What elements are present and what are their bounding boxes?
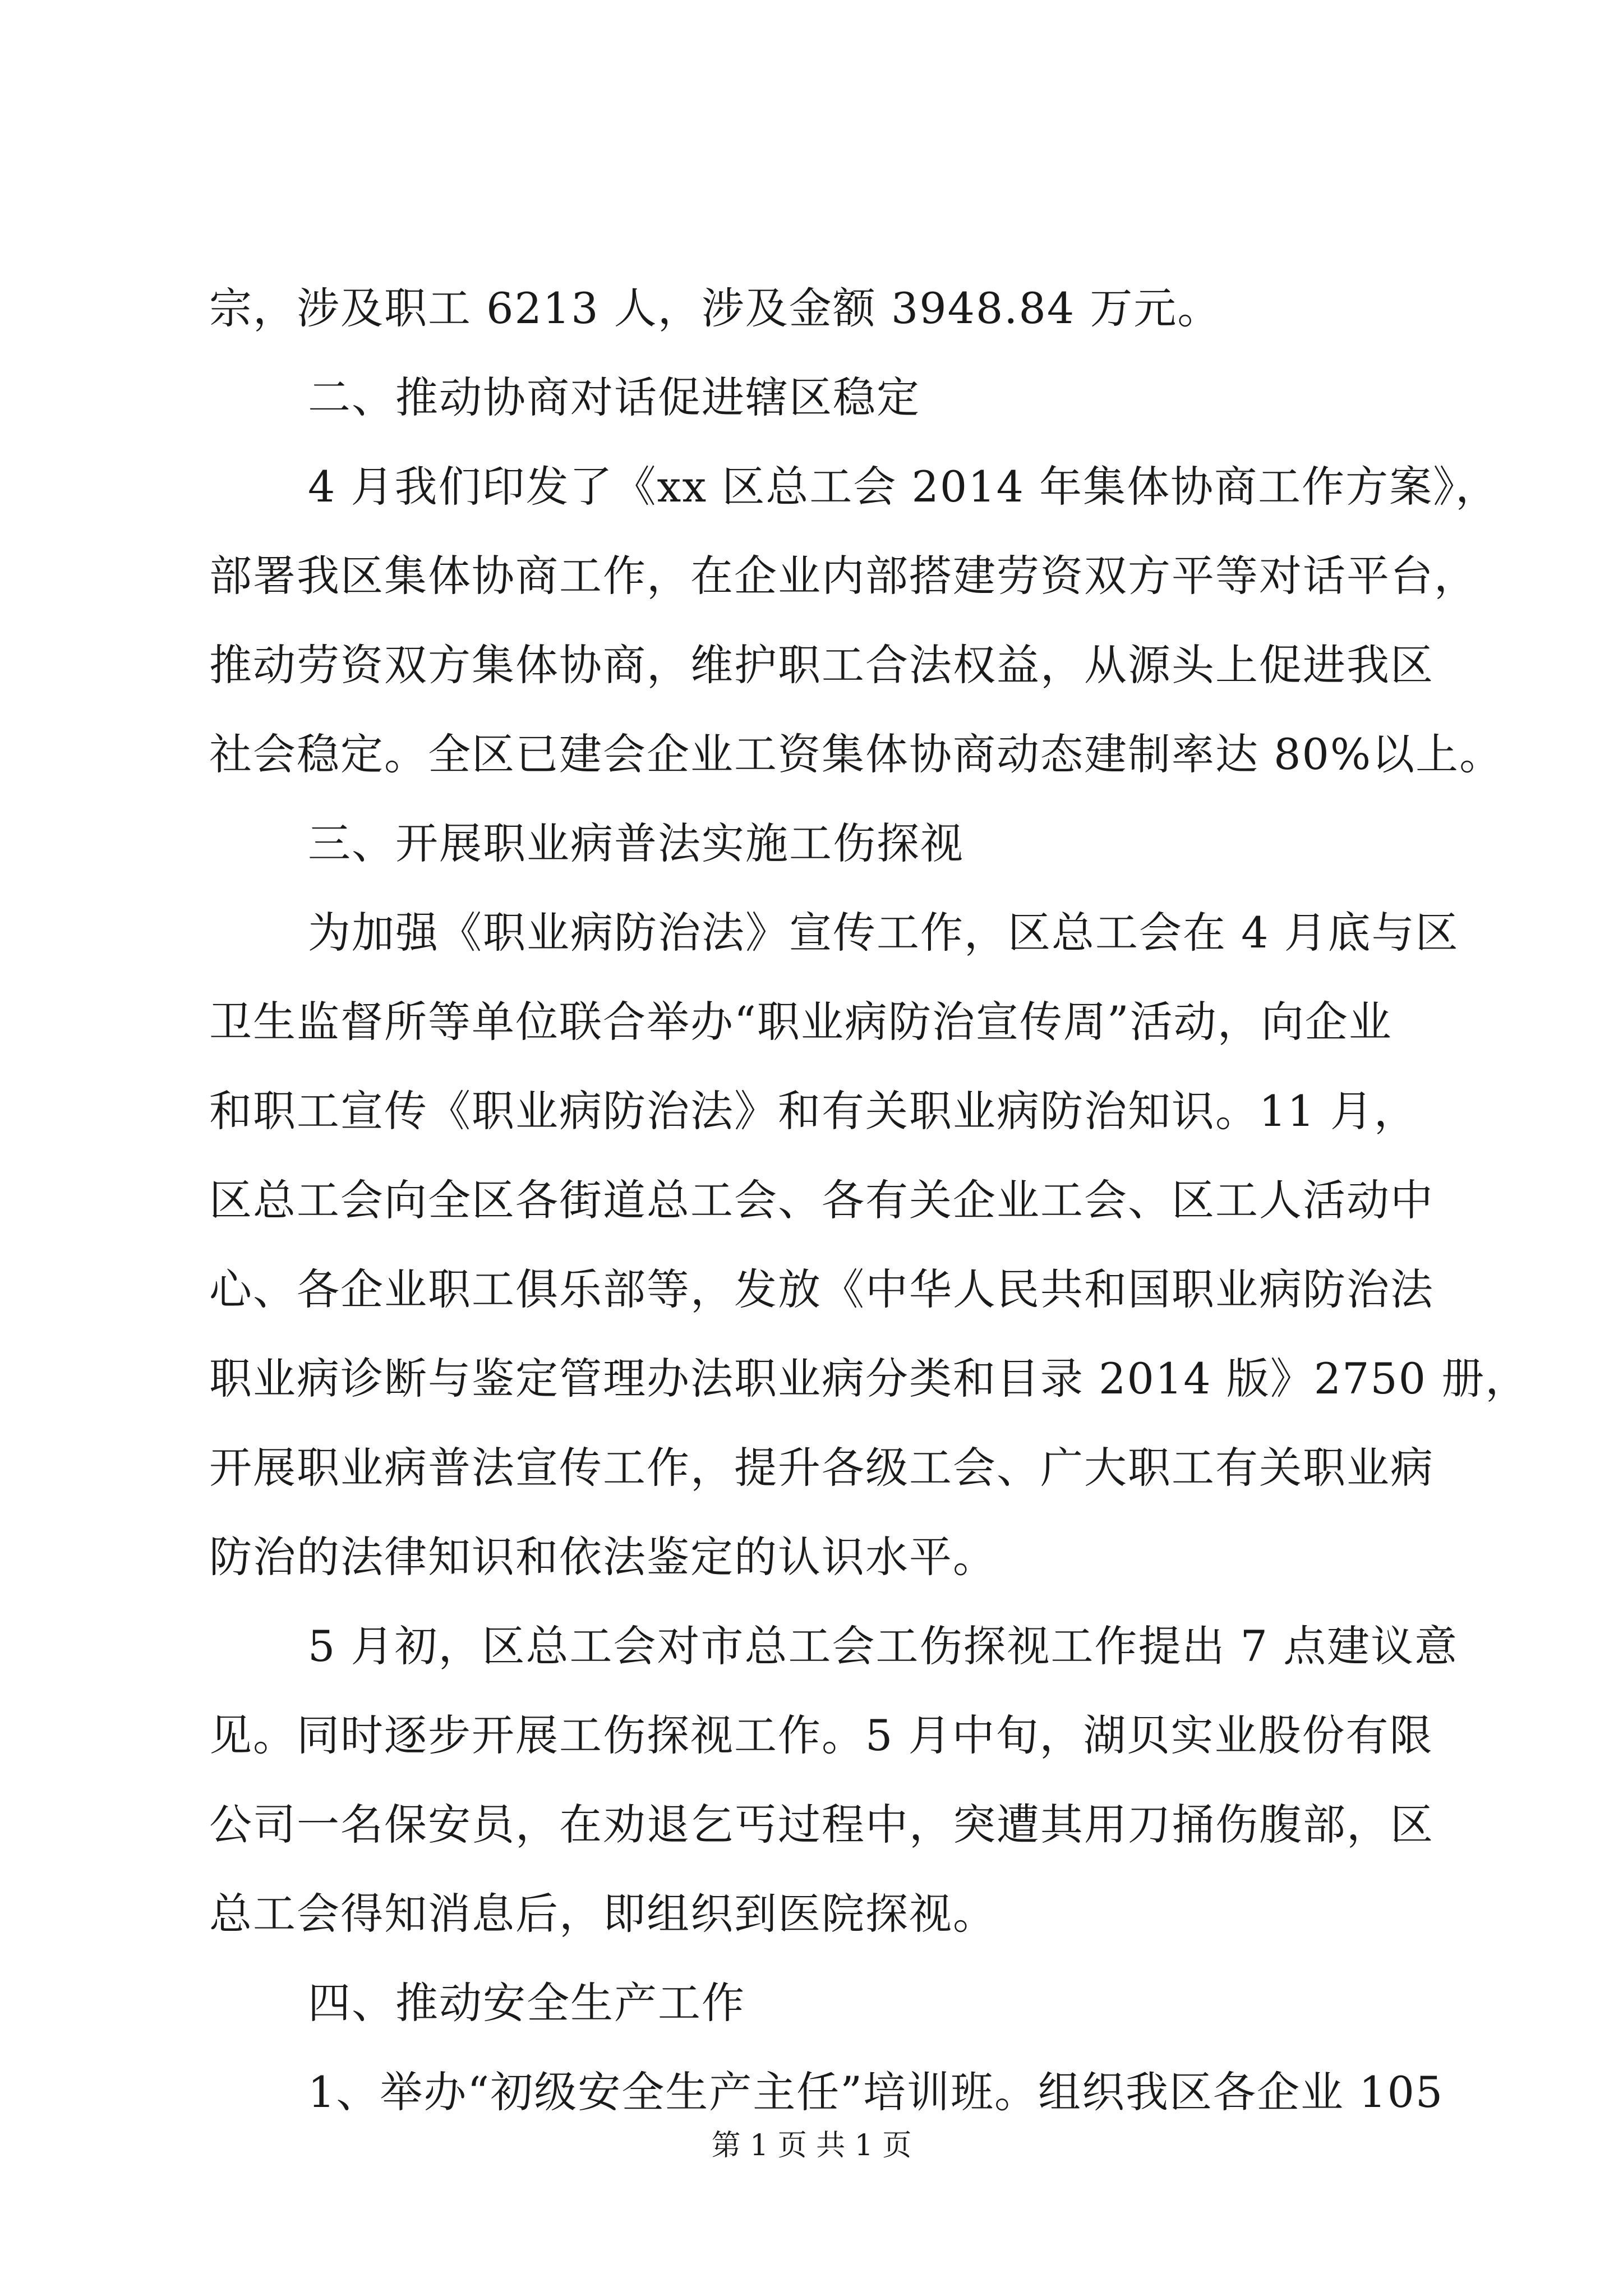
text-line: 区总工会向全区各街道总工会、各有关企业工会、区工人活动中 — [209, 1175, 1434, 1225]
text-line: 和职工宣传《职业病防治法》和有关职业病防治知识。11 月， — [209, 1086, 1418, 1136]
section-heading: 四、推动安全生产工作 — [308, 1978, 745, 2028]
text-line: 社会稳定。全区已建会企业工资集体协商动态建制率达 80%以上。 — [209, 729, 1504, 779]
text-line: 公司一名保安员，在劝退乞丐过程中，突遭其用刀捅伤腹部，区 — [209, 1800, 1434, 1849]
page-number: 第 1 页 共 1 页 — [711, 2129, 912, 2162]
page-footer — [0, 2126, 1623, 2165]
section-heading: 二、推动协商对话促进辖区稳定 — [308, 372, 920, 422]
text-line: 5 月初，区总工会对市总工会工伤探视工作提出 7 点建议意 — [308, 1621, 1459, 1671]
text-line: 防治的法律知识和依法鉴定的认识水平。 — [209, 1532, 997, 1582]
text-line: 心、各企业职工俱乐部等，发放《中华人民共和国职业病防治法 — [209, 1264, 1434, 1314]
text-line: 宗，涉及职工 6213 人，涉及金额 3948.84 万元。 — [209, 283, 1221, 333]
text-line: 见。同时逐步开展工伤探视工作。5 月中旬，湖贝实业股份有限 — [209, 1710, 1433, 1760]
text-line: 为加强《职业病防治法》宣传工作，区总工会在 4 月底与区 — [308, 908, 1459, 958]
text-line: 卫生监督所等单位联合举办“职业病防治宣传周”活动，向企业 — [209, 997, 1393, 1047]
text-line: 4 月我们印发了《xx 区总工会 2014 年集体协商工作方案》， — [308, 462, 1500, 512]
text-line: 总工会得知消息后，即组织到医院探视。 — [209, 1889, 997, 1939]
text-line: 开展职业病普法宣传工作，提升各级工会、广大职工有关职业病 — [209, 1443, 1434, 1493]
text-line: 1、举办“初级安全生产主任”培训班。组织我区各企业 105 — [308, 2067, 1444, 2117]
document-body — [209, 264, 1529, 2137]
text-line: 推动劳资双方集体协商，维护职工合法权益，从源头上促进我区 — [209, 640, 1434, 690]
text-line: 部署我区集体协商工作，在企业内部搭建劳资双方平等对话平台， — [209, 551, 1478, 601]
text-line: 职业病诊断与鉴定管理办法职业病分类和目录 2014 版》2750 册， — [209, 1354, 1529, 1404]
section-heading: 三、开展职业病普法实施工伤探视 — [308, 818, 964, 868]
